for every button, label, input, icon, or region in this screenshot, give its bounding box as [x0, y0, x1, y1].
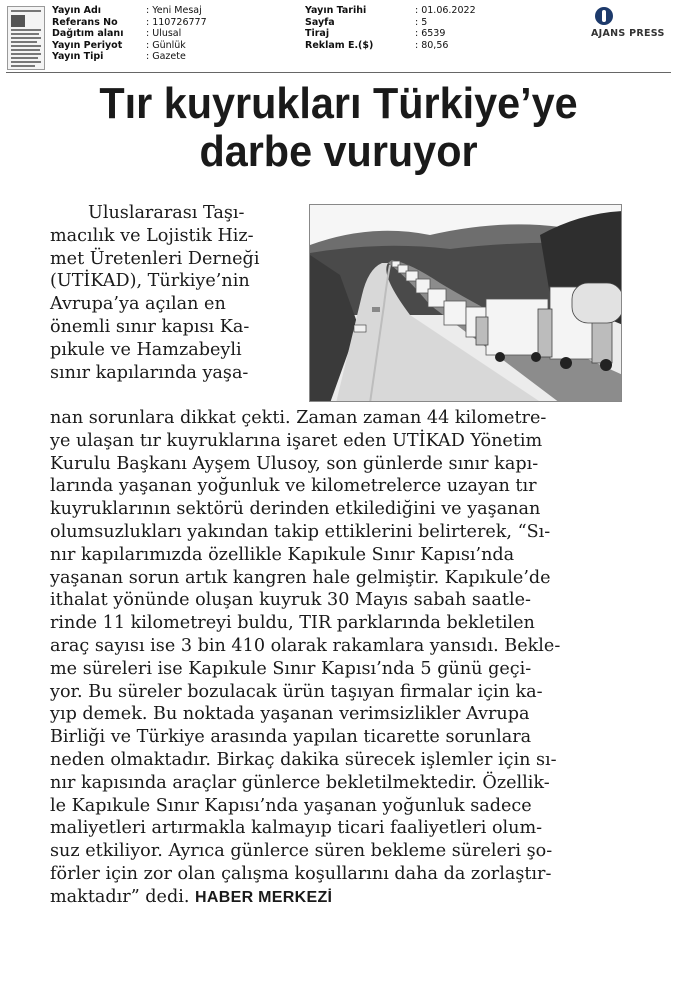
body-line: kuyruklarının sektörü derinden etkilediğini ve yaşanan	[50, 499, 541, 520]
article-body-full	[50, 407, 560, 909]
header-divider	[6, 72, 671, 73]
clipping-header	[0, 0, 677, 74]
body-line: Avrupa’ya açılan en	[50, 294, 226, 315]
body-line: yaşanan sorun artık kangren hale gelmiştir. Kapıkule’de	[50, 567, 551, 588]
body-line: förler için zor olan çalışma koşullarını daha da zorlaştır-	[50, 863, 552, 884]
body-line: maliyetleri artırmakla kalmayıp ticari faaliyetleri olum-	[50, 818, 543, 839]
body-line: suz etkiliyor. Ayrıca günlerce süren bekleme süreleri şo-	[50, 841, 553, 862]
truck-queue-photo	[309, 204, 622, 402]
body-line: neden olmaktadır. Birkaç dakika sürecek işlemler için sı-	[50, 749, 557, 770]
body-line: olumsuzlukları yakından takip ettiklerini belirterek, “Sı-	[50, 521, 551, 542]
meta-value: : 110726777	[146, 16, 207, 28]
body-line-last	[50, 886, 560, 909]
meta-value: : 80,56	[415, 39, 449, 51]
body-line-text: maktadır” dedi.	[50, 886, 190, 907]
meta-key: Dağıtım alanı	[52, 28, 124, 39]
article-body-narrow	[50, 202, 259, 384]
body-line: (UTİKAD), Türkiye’nin	[50, 271, 250, 292]
page-thumbnail[interactable]	[7, 6, 45, 70]
meta-value: : Gazete	[146, 51, 186, 62]
meta-value: : Günlük	[146, 39, 186, 51]
body-line: nır kapısında araçlar günlerce bekletilmektedir. Özellik-	[50, 772, 550, 793]
body-line: rinde 11 kilometreyi buldu, TIR parklarında bekletilen	[50, 613, 535, 634]
meta-key: Tiraj	[305, 28, 330, 39]
headline-line: Tır kuyrukları Türkiye’ye	[99, 79, 578, 128]
meta-key: Reklam E.($)	[305, 39, 374, 51]
meta-value: : Ulusal	[146, 28, 182, 39]
body-line: nan sorunlara dikkat çekti. Zaman zaman 44 kilometre-	[50, 408, 547, 428]
body-line: me süreleri ise Kapıkule Sınır Kapısı’nda 5 günü geçi-	[50, 658, 532, 679]
publication-meta-right	[305, 5, 476, 51]
body-line: sınır kapılarında yaşa-	[50, 362, 249, 383]
meta-value: : 6539	[415, 28, 446, 39]
body-line: ye ulaşan tır kuyruklarına işaret eden UTİKAD Yönetim	[50, 430, 543, 451]
body-line: met Üretenleri Derneği	[50, 248, 260, 269]
meta-value: : 01.06.2022	[415, 5, 476, 16]
body-line: larında yaşanan yoğunluk ve kilometrelerce uzayan tır	[50, 476, 537, 497]
meta-value: : 5	[415, 16, 428, 28]
body-line: araç sayısı ise 3 bin 410 olarak rakamlara yansıdı. Bekle-	[50, 635, 561, 656]
truck-queue-illustration	[310, 205, 622, 402]
meta-key: Sayfa	[305, 16, 335, 28]
body-line: yor. Bu süreler bozulacak ürün taşıyan firmalar için ka-	[50, 681, 543, 702]
meta-key: Yayın Tarihi	[305, 5, 367, 16]
ajans-press-logo-icon	[595, 7, 613, 25]
publication-meta-left	[52, 5, 207, 63]
body-line: pıkule ve Hamzabeyli	[50, 339, 242, 360]
meta-key: Referans No	[52, 16, 118, 28]
ajans-press-logo	[590, 7, 672, 41]
body-line: yıp demek. Bu noktada yaşanan verimsizlikler Avrupa	[50, 704, 530, 725]
body-line: le Kapıkule Sınır Kapısı’nda yaşanan yoğunluk sadece	[50, 795, 532, 816]
article-headline	[20, 80, 656, 176]
meta-key: Yayın Periyot	[52, 39, 123, 51]
body-line: Kurulu Başkanı Ayşem Ulusoy, son günlerde sınır kapı-	[50, 453, 539, 474]
body-line: Birliği ve Türkiye arasında yapılan ticarette sorunlara	[50, 727, 532, 748]
body-line: Uluslararası Taşı-	[88, 203, 245, 223]
meta-key: Yayın Adı	[52, 5, 102, 16]
meta-key: Yayın Tipi	[52, 51, 104, 62]
body-line: nır kapılarımızda özellikle Kapıkule Sınır Kapısı’nda	[50, 544, 515, 565]
meta-value: : Yeni Mesaj	[146, 5, 202, 16]
headline-line: darbe vuruyor	[199, 127, 478, 176]
body-line: önemli sınır kapısı Ka-	[50, 316, 250, 337]
body-line: macılık ve Lojistik Hiz-	[50, 225, 254, 246]
logo-text: AJANS PRESS	[591, 28, 665, 39]
byline: HABER MERKEZİ	[195, 888, 333, 906]
body-line: ithalat yönünde oluşan kuyruk 30 Mayıs sabah saatle-	[50, 590, 531, 611]
